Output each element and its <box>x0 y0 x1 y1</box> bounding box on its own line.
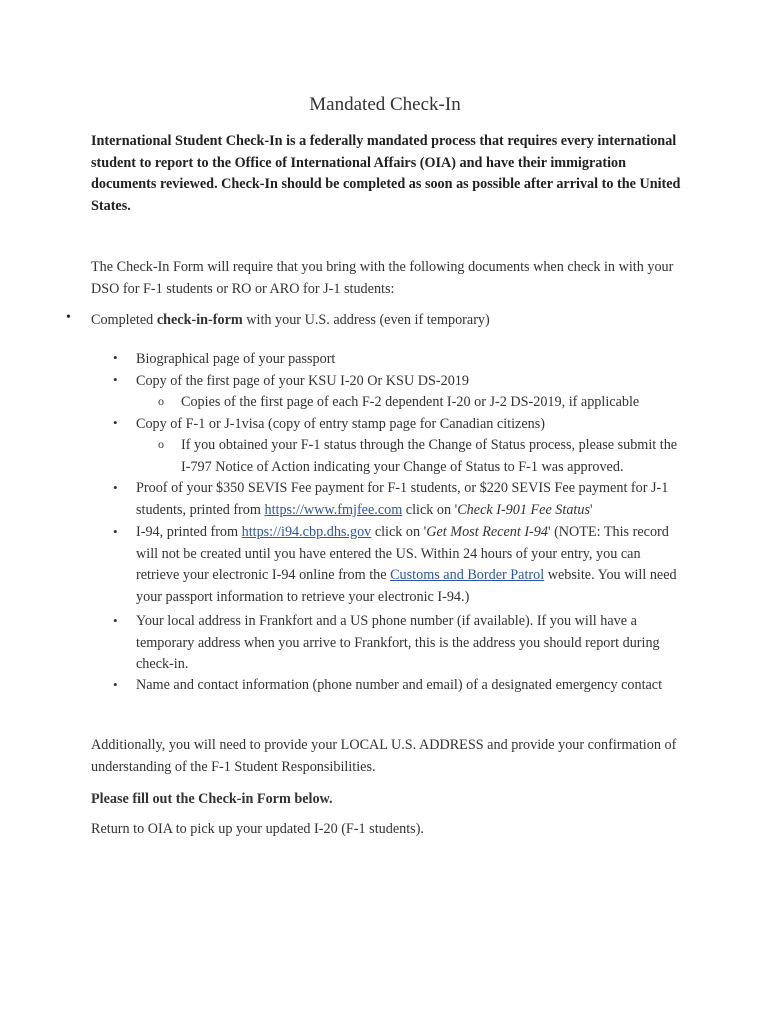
fmjfee-link[interactable]: https://www.fmjfee.com <box>264 501 403 518</box>
fill-out-instruction: Please fill out the Check-in Form below. <box>91 791 333 807</box>
sub-item-dependents: Copies of the first page of each F-2 dependent I-20 or J-2 DS-2019, if applicable <box>181 394 640 410</box>
i94-link[interactable]: https://i94.cbp.dhs.gov <box>241 524 372 540</box>
list-item-i20: Copy of the first page of your KSU I-20 Or KSU DS-2019 <box>136 373 469 389</box>
top-bullet-item: Completed check-in-form with your U.S. address (even if temporary) <box>91 312 490 328</box>
intro-paragraph: International Student Check-In is a federally mandated process that requires every international student to report to the Office of International Affairs (OIA) and have their immigration documents reviewed. Check-In should be completed as soon as possible after arrival to the United States. <box>91 133 681 215</box>
sub-bullet-marker: o <box>158 394 164 408</box>
list-item-visa: Copy of F-1 or J-1visa (copy of entry stamp page for Canadian citizens) <box>136 416 545 432</box>
bullet-marker: • <box>113 415 118 430</box>
sub-item-change-of-status: If you obtained your F-1 status through the Change of Status process, please submit the I-797 Notice of Action indicating your Change of Status to F-1 was approved. <box>181 437 678 475</box>
check-in-form-link[interactable]: check-in-form <box>156 312 243 328</box>
list-item-emergency-contact: Name and contact information (phone number and email) of a designated emergency contact <box>136 677 663 693</box>
bullet-marker: • <box>113 677 118 692</box>
sub-bullet-marker: o <box>158 437 164 451</box>
bullet-marker: • <box>113 613 118 628</box>
bullet-marker: • <box>113 480 118 495</box>
lead-paragraph: The Check-In Form will require that you bring with the following documents when check in with your DSO for F-1 students or RO or ARO for J-1 students: <box>91 259 674 297</box>
return-instruction: Return to OIA to pick up your updated I-20 (F-1 students). <box>91 821 424 837</box>
list-item-i94: I-94, printed from https://i94.cbp.dhs.gov click on 'Get Most Recent I-94' (NOTE: This record will not be created until you have entered the US. Within 24 hours of your entry, you can retrieve your electronic I-94 online from the Customs and Border Patrol website. You will need your passport information to retrieve your electronic I-94.) <box>136 524 677 606</box>
bullet-marker: • <box>113 372 118 387</box>
additional-paragraph: Additionally, you will need to provide your LOCAL U.S. ADDRESS and provide your confirmation of understanding of the F-1 Student Responsibilities. <box>91 737 677 775</box>
bullet-marker: • <box>113 350 118 365</box>
bullet-marker: • <box>113 524 118 539</box>
list-item-local-address: Your local address in Frankfort and a US phone number (if available). If you will have a temporary address when you arrive to Frankfort, this is the address you should report during check-in. <box>136 613 660 673</box>
page-title: Mandated Check-In <box>309 94 461 115</box>
bullet-marker: • <box>66 310 71 325</box>
customs-border-patrol-link[interactable]: Customs and Border Patrol <box>390 567 545 584</box>
list-item-passport: Biographical page of your passport <box>136 351 336 367</box>
list-item-sevis: Proof of your $350 SEVIS Fee payment for F-1 students, or $220 SEVIS Fee payment for J-1 students, printed from https://www.fmjfee.com click on 'Check I-901 Fee Status' <box>136 480 669 518</box>
